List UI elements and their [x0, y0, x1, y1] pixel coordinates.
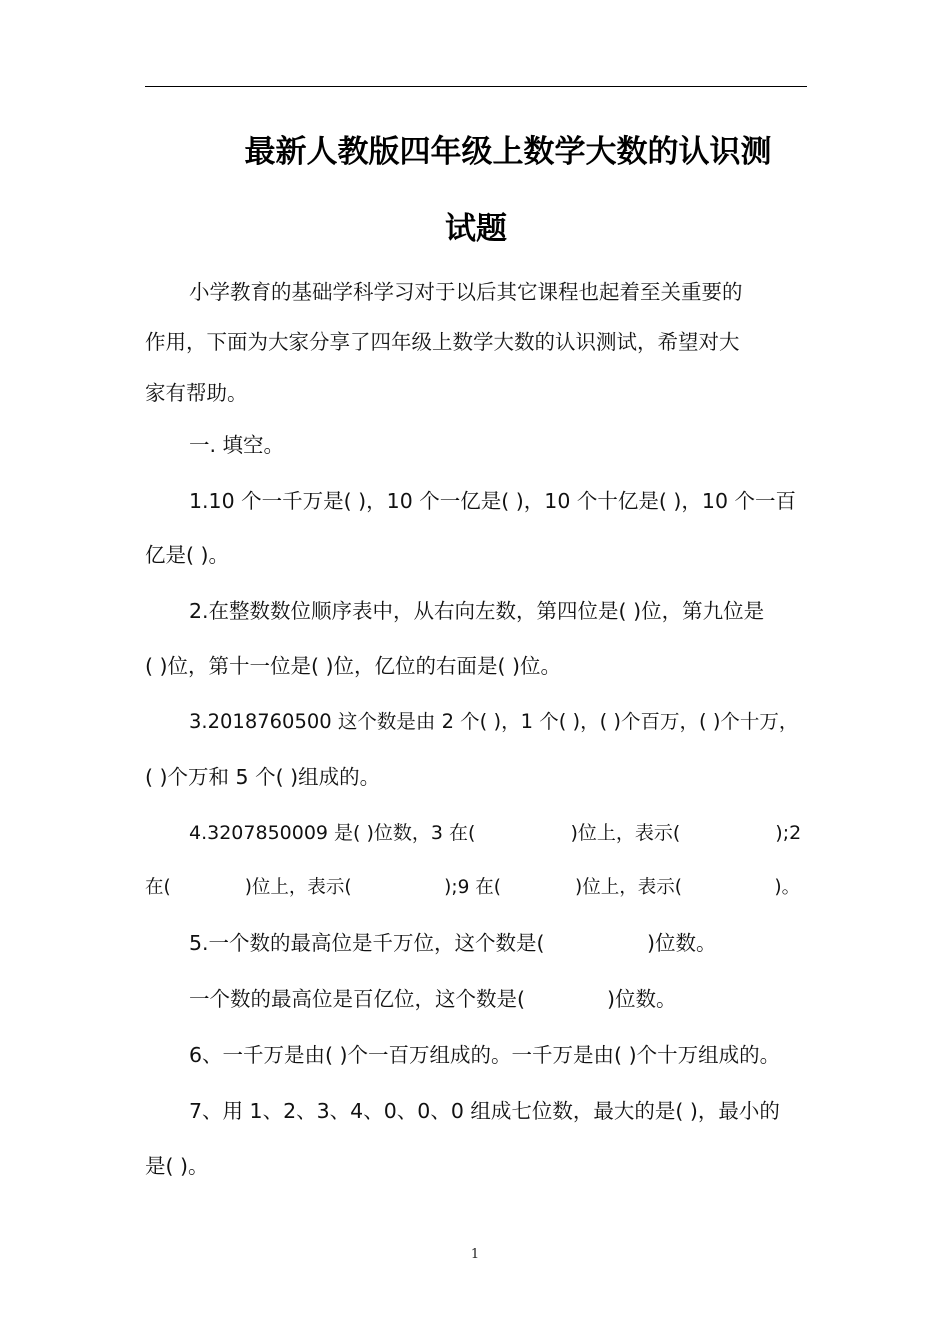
- question-3-line-1: 3.2018760500 这个数是由 2 个( )，1 个( )，( )个百万，( )个十万，: [189, 710, 799, 733]
- question-1-line-2: 亿是( )。: [145, 543, 230, 567]
- intro-line-1: 小学教育的基础学科学习对于以后其它课程也起着至关重要的: [189, 280, 743, 304]
- intro-line-2: 作用，下面为大家分享了四年级上数学大数的认识测试，希望对大: [145, 330, 740, 354]
- question-5-line-2: 一个数的最高位是百亿位，这个数是( )位数。: [189, 987, 677, 1011]
- question-1-line-1: 1.10 个一千万是( )，10 个一亿是( )，10 个十亿是( )，10 个一百: [189, 489, 797, 513]
- question-6-line-1: 6、一千万是由( )个一百万组成的。一千万是由( )个十万组成的。: [189, 1043, 781, 1067]
- question-5-line-1: 5.一个数的最高位是千万位，这个数是( )位数。: [189, 931, 717, 955]
- question-4-line-2: 在( )位上，表示( );9 在( )位上，表示( )。: [145, 877, 801, 898]
- document-title-line-1: 最新人教版四年级上数学大数的认识测: [244, 134, 772, 170]
- question-7-line-2: 是( )。: [145, 1154, 209, 1178]
- question-3-line-2: ( )个万和 5 个( )组成的。: [145, 765, 381, 789]
- question-2-line-1: 2.在整数数位顺序表中，从右向左数，第四位是( )位，第九位是: [189, 599, 765, 623]
- page-number: 1: [470, 1247, 480, 1262]
- question-4-line-1: 4.3207850009 是( )位数，3 在( )位上，表示( );2: [189, 822, 802, 844]
- header-rule: [145, 86, 807, 87]
- question-2-line-2: ( )位，第十一位是( )位，亿位的右面是( )位。: [145, 654, 562, 678]
- intro-line-3: 家有帮助。: [145, 381, 248, 405]
- document-title-line-2: 试题: [445, 211, 507, 247]
- question-7-line-1: 7、用 1、2、3、4、0、0、0 组成七位数，最大的是( )，最小的: [189, 1099, 780, 1123]
- section-heading: 一. 填空。: [189, 433, 285, 457]
